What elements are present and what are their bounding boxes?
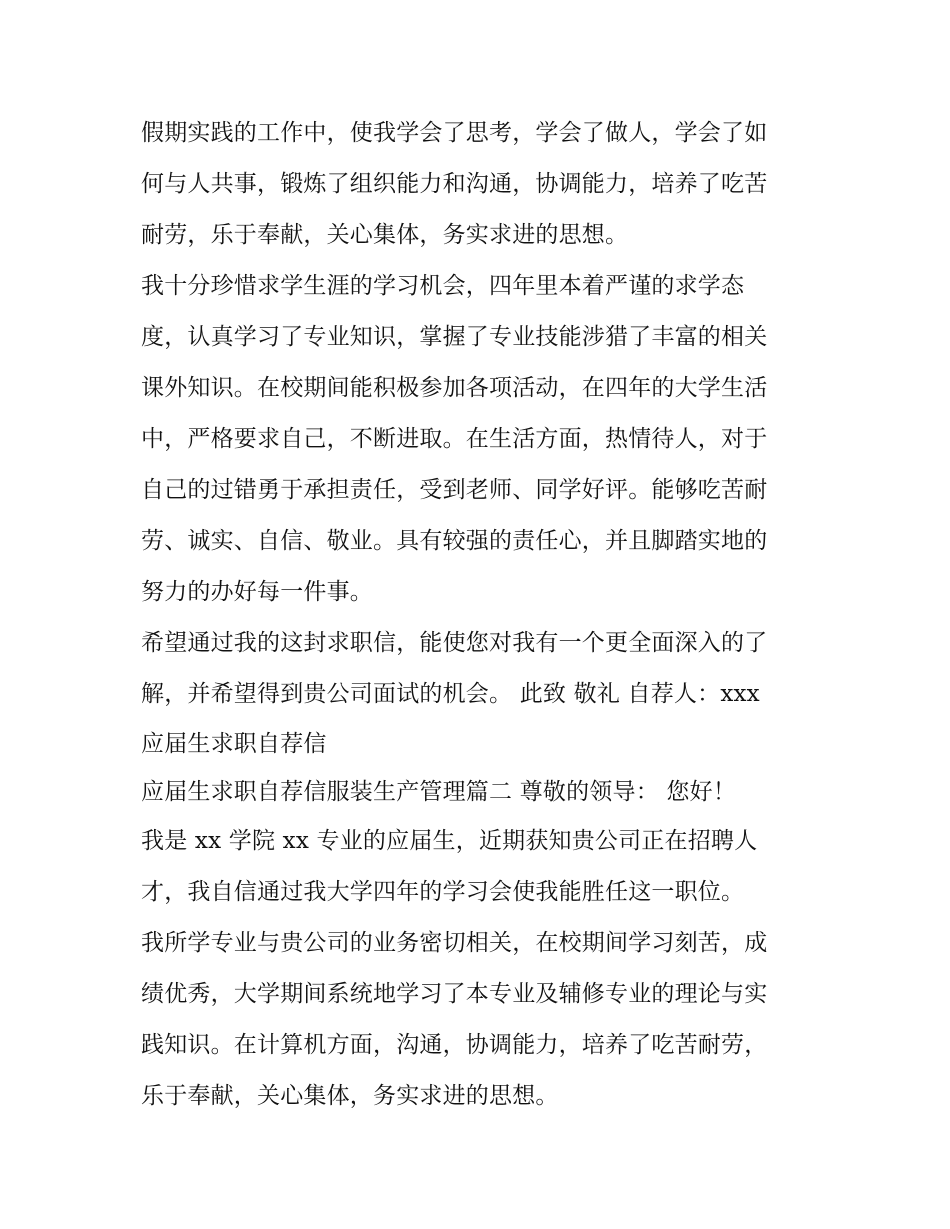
text-line: 课外知识。在校期间能积极参加各项活动，在四年的大学生活: [141, 375, 768, 401]
text-line: 何与人共事，锻炼了组织能力和沟通，协调能力，培养了吃苦: [141, 171, 768, 197]
text-line: 假期实践的工作中，使我学会了思考，学会了做人，学会了如: [141, 120, 768, 146]
text-line: 我所学专业与贵公司的业务密切相关，在校期间学习刻苦，成: [141, 930, 768, 956]
text-line: 践知识。在计算机方面，沟通，协调能力，培养了吃苦耐劳，: [141, 1032, 768, 1058]
text-line: 努力的办好每一件事。: [141, 579, 373, 605]
text-line: 我是 xx 学院 xx 专业的应届生，近期获知贵公司正在招聘人: [141, 828, 758, 854]
text-line: 才，我自信通过我大学四年的学习会使我能胜任这一职位。: [141, 879, 745, 905]
text-line: 绩优秀，大学期间系统地学习了本专业及辅修专业的理论与实: [141, 981, 768, 1007]
document-body: [141, 108, 816, 1122]
text-line: 自己的过错勇于承担责任，受到老师、同学好评。能够吃苦耐: [141, 477, 768, 503]
text-line: 度，认真学习了专业知识，掌握了专业技能涉猎了丰富的相关: [141, 324, 768, 350]
text-line: 劳、诚实、自信、敬业。具有较强的责任心，并且脚踏实地的: [141, 528, 768, 554]
text-line: 耐劳，乐于奉献，关心集体，务实求进的思想。: [141, 222, 629, 248]
text-line: 希望通过我的这封求职信，能使您对我有一个更全面深入的了: [141, 630, 768, 656]
text-line: 应届生求职自荐信: [141, 731, 327, 757]
text-line: 中，严格要求自己，不断进取。在生活方面，热情待人，对于: [141, 426, 768, 452]
text-line: 解，并希望得到贵公司面试的机会。 此致 敬礼 自荐人：xxx: [141, 681, 760, 707]
text-line: 乐于奉献，关心集体，务实求进的思想。: [141, 1083, 559, 1109]
text-line: 应届生求职自荐信服装生产管理篇二 尊敬的领导： 您好！: [141, 779, 737, 805]
text-line: 我十分珍惜求学生涯的学习机会，四年里本着严谨的求学态: [141, 273, 745, 299]
